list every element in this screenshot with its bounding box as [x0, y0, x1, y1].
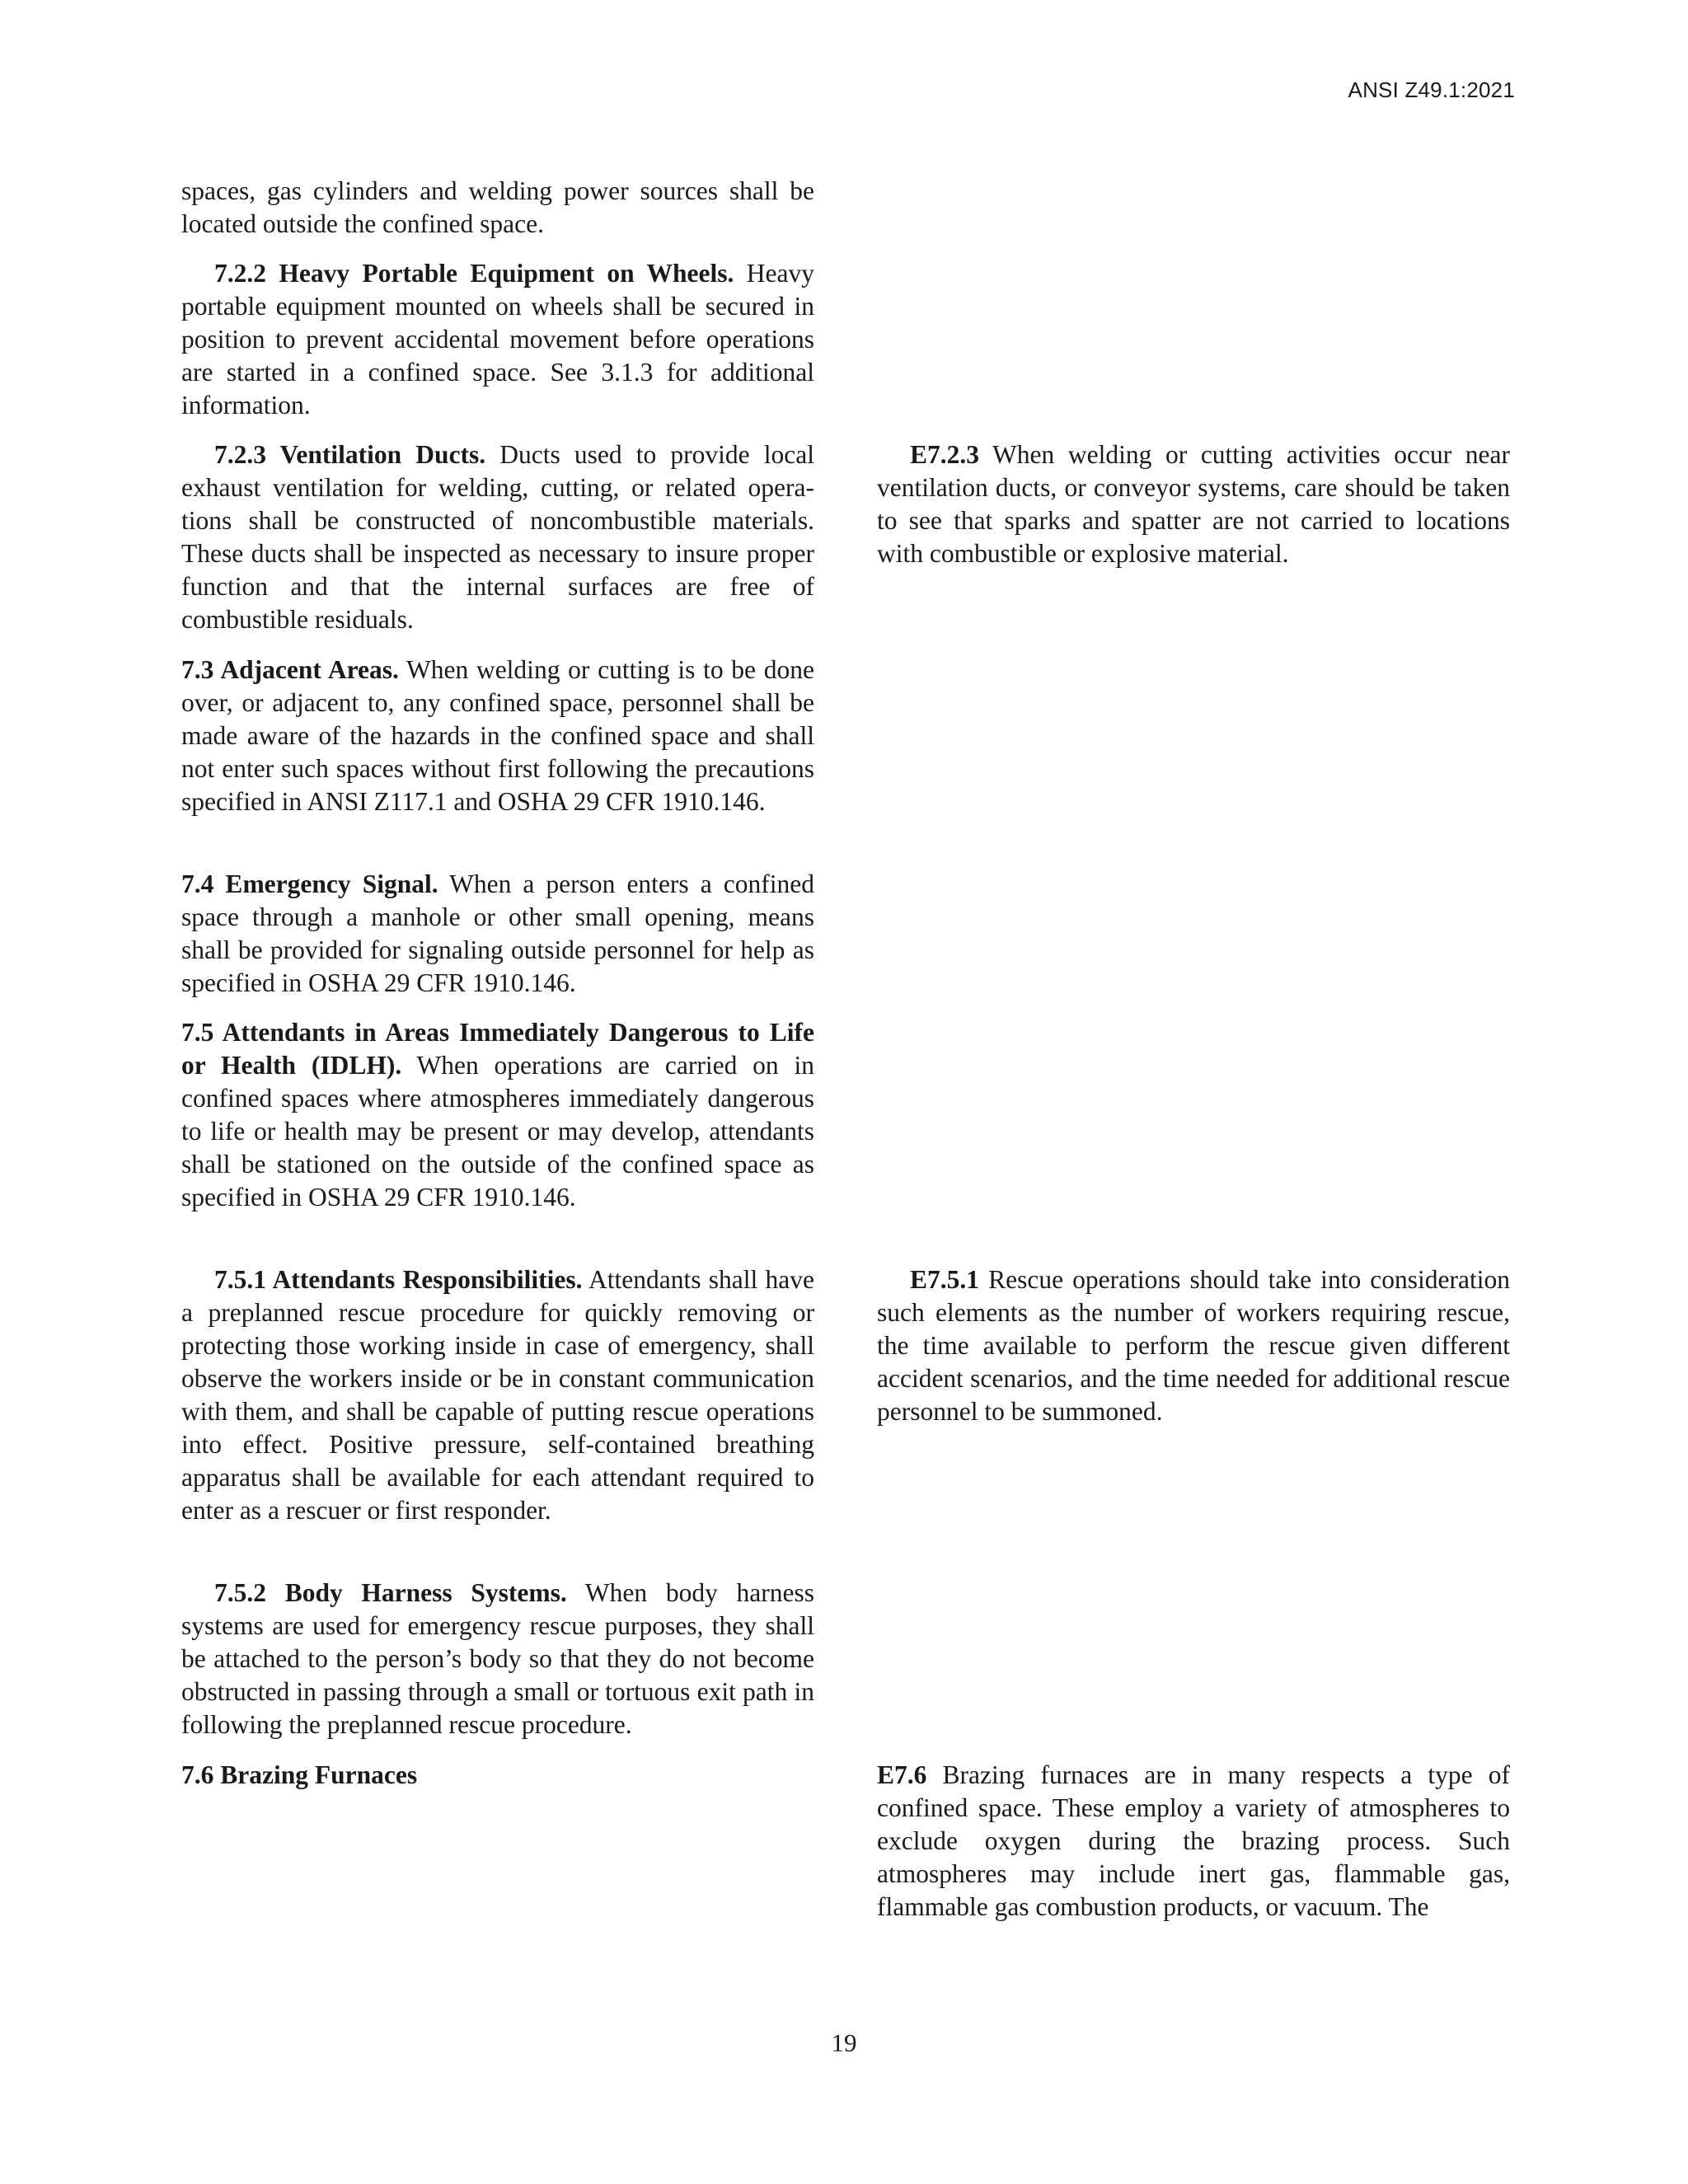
section-text: Heavy portable equipment mounted on wheels shall be secured in position to prevent accidental movement before operations are started in a confined space. See 3.1.3 for additional information.	[181, 259, 814, 419]
section-7-3	[181, 654, 814, 818]
section-text: When operations are carried on in confined spaces where atmospheres immediately dangerous to life or health may be present or may develop, attendants shall be stationed on the outside of the confined space as specified in OSHA 29 CFR 1910.146.	[181, 1051, 814, 1212]
section-text: When body harness systems are used for emergency rescue purposes, they shall be attached to the person’s body so that they do not become obstructed in passing through a small or tortuous exit path in following the preplanned rescue procedure.	[181, 1578, 814, 1739]
explanation-e7-2-3	[877, 438, 1510, 570]
section-7-4	[181, 868, 814, 1000]
explanation-e7-5-1	[877, 1263, 1510, 1428]
running-head: ANSI Z49.1:2021	[1348, 77, 1515, 102]
section-7-6	[181, 1759, 814, 1792]
section-7-2-2	[181, 257, 814, 422]
explanation-text: Rescue operations should take into consideration such elements as the number of workers requiring rescue, the time available to perform the rescue given different accident scenarios, and the time needed for additional rescue personnel to be summoned.	[877, 1265, 1510, 1426]
section-7-2-3	[181, 438, 814, 636]
section-heading: 7.2.3 Ventilation Ducts.	[214, 440, 486, 469]
section-text: Ducts used to provide local exhaust ventilation for welding, cutting, or related operations shall be constructed of noncombustible materials. These ducts shall be inspected as necessary to insure proper function and that the internal surfaces are free of combustible residuals.	[181, 440, 814, 634]
section-text: Attendants shall have a preplanned rescue procedure for quickly removing or protecting those working inside in case of emergency, shall observe the workers inside or be in constant communication with them, and shall be capable of putting rescue operations into effect. Positive pressure, self-contained breathing apparatus shall be available for each attendant required to enter as a rescuer or first responder.	[181, 1265, 814, 1525]
section-7-5-2	[181, 1577, 814, 1741]
explanation-e7-6	[877, 1759, 1510, 1924]
section-7-5	[181, 1016, 814, 1214]
explanation-heading: E7.6	[877, 1760, 927, 1789]
section-text: When a person enters a confined space through a manhole or other small opening, means shall be provided for signaling outside personnel for help as specified in OSHA 29 CFR 1910.146.	[181, 869, 814, 997]
section-text: When welding or cutting is to be done over, or adjacent to, any confined space, personnel shall be made aware of the hazards in the confined space and shall not enter such spaces without first following the precautions specified in ANSI Z117.1 and OSHA 29 CFR 1910.146.	[181, 655, 814, 816]
page-number: 19	[831, 2028, 857, 2057]
section-heading: 7.6 Brazing Furnaces	[181, 1760, 418, 1789]
section-heading: 7.2.2 Heavy Portable Equipment on Wheels.	[214, 259, 734, 288]
paragraph-text: spaces, gas cylinders and welding power sources shall be located outside the confined space.	[181, 176, 814, 238]
explanation-text: Brazing furnaces are in many respects a type of confined space. These employ a variety of atmospheres to exclude oxygen during the brazing process. Such atmospheres may include inert gas, flammable gas, flammable gas combustion products, or vacuum. The	[877, 1760, 1510, 1921]
section-heading: 7.4 Emergency Signal.	[181, 869, 438, 898]
section-heading: 7.5.2 Body Harness Systems.	[214, 1578, 567, 1607]
explanation-heading: E7.5.1	[910, 1265, 980, 1294]
section-heading: 7.5.1 Attendants Responsibilities.	[214, 1265, 583, 1294]
section-heading: 7.5 Attendants in Areas Immediately Dangerous to Life or Health (IDLH).	[181, 1018, 814, 1080]
section-7-5-1	[181, 1263, 814, 1527]
section-heading: 7.3 Adjacent Areas.	[181, 655, 399, 684]
explanation-text: When welding or cutting activities occur near ventilation ducts, or conveyor systems, care should be taken to see that sparks and spatter are not carried to locations with combustible or explosive material.	[877, 440, 1510, 568]
paragraph-confined-space-continuation	[181, 175, 814, 241]
explanation-heading: E7.2.3	[910, 440, 980, 469]
